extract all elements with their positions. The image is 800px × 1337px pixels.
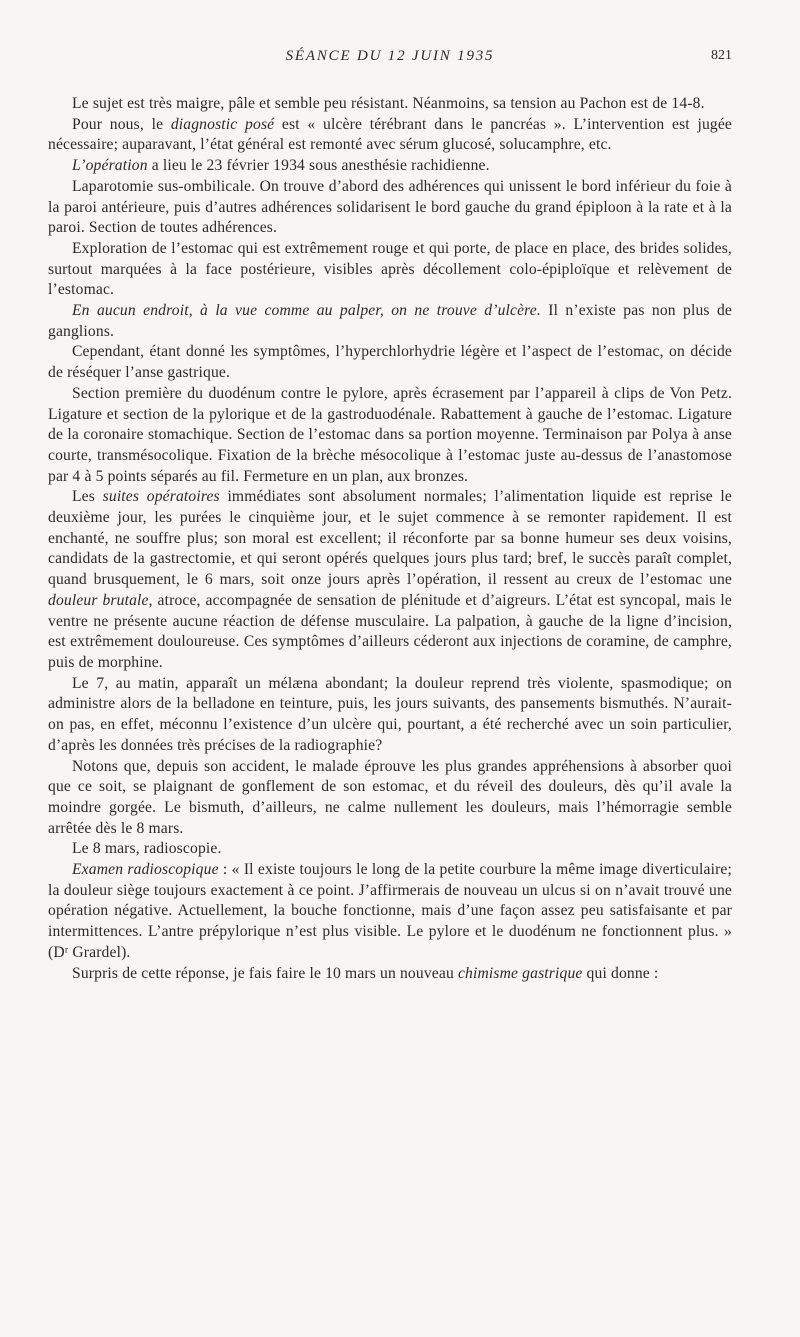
paragraph-13: Examen radioscopique : « Il existe toujours le long de la petite courbure la même image diverticulaire; la douleur siège toujours exactement à ce point. J’affirmerais de nouveau un ulcus si on n’avait trouvé une opération négative. Actuellement, la bouche fonctionne, mais d’une façon assez peu satisfaisante et par intermittences. L’antre prépylorique n’est plus visible. Le pylore et le duodénum ne fonctionnent plus. » (Dʳ Grardel). <box>48 861 732 961</box>
paragraph-7: Cependant, étant donné les symptômes, l’hyperchlorhydrie légère et l’aspect de l’estomac, on décide de réséquer l’anse gastrique. <box>48 343 732 382</box>
paragraph-8: Section première du duodénum contre le pylore, après écrasement par l’appareil à clips de Von Petz. Ligature et section de la pylorique et de la gastroduodénale. Rabattement à gauche de l’estomac. Ligature de la coronaire stomachique. Section de l’estomac dans sa portion moyenne. Terminaison par Polya à anse courte, transmésocolique. Fixation de la brèche mésocolique à l’estomac juste au-dessus de l’anastomose par 4 à 5 points séparés au fil. Fermeture en un plan, aux bronzes. <box>48 384 732 485</box>
paragraph-1: Le sujet est très maigre, pâle et semble peu résistant. Néanmoins, sa tension au Pachon est de 14-8. <box>72 95 705 112</box>
paragraph-6: En aucun endroit, à la vue comme au palper, on ne trouve d’ulcère. Il n’existe pas non plus de ganglions. <box>48 302 732 340</box>
header-title: SÉANCE DU 12 JUIN 1935 <box>285 48 495 64</box>
document-page <box>48 48 732 984</box>
paragraph-3: L’opération a lieu le 23 février 1934 sous anesthésie rachidienne. <box>72 157 490 175</box>
paragraph-14: Surpris de cette réponse, je fais faire le 10 mars un nouveau chimisme gastrique qui donne : <box>72 964 659 982</box>
paragraph-9: Les suites opératoires immédiates sont absolument normales; l’alimentation liquide est reprise le deuxième jour, les purées le cinquième jour, et le sujet commence à se remonter rapidement. Il est enchanté, ne souffre plus; son moral est excellent; il réconforte par sa bonne humeur ses deux voisins, candidats de la gastrectomie, et qui seront opérés quelques jours plus tard; bref, le succès paraît complet, quand brusquement, le 6 mars, soit onze jours après l’opération, il ressent au creux de l’estomac une douleur brutale, atroce, accompagnée de sensation de plénitude et d’aigreurs. L’état est syncopal, mais le ventre ne présente aucune réaction de défense musculaire. La palpation, à gauche de la ligne d’incision, est extrêmement douloureuse. Ces symptômes d’ailleurs céderont aux injections de coramine, de camphre, puis de morphine. <box>48 488 732 671</box>
paragraph-4: Laparotomie sus-ombilicale. On trouve d’abord des adhérences qui unissent le bord inférieur du foie à la paroi antérieure, puis d’autres adhérences solidarisent le bord gauche du grand épiploon à la rate et à la paroi. Section de toutes adhérences. <box>48 177 732 237</box>
paragraph-2: Pour nous, le diagnostic posé est « ulcère térébrant dans le pancréas ». L’intervention est jugée nécessaire; auparavant, l’état général est remonté avec sérum glucosé, solucamphre, etc. <box>48 115 733 154</box>
paragraph-12: Le 8 mars, radioscopie. <box>72 840 222 858</box>
paragraph-5: Exploration de l’estomac qui est extrêmement rouge et qui porte, de place en place, des brides solides, surtout marquées à la face postérieure, visibles après décollement colo-épiploïque et relèvement de l’estomac. <box>48 239 732 299</box>
running-header <box>48 48 732 74</box>
paragraph-10: Le 7, au matin, apparaît un mélæna abondant; la douleur reprend très violente, spasmodique; on administre alors de la belladone en teinture, puis, les jours suivants, des pansements bismuthés. N’aurait-on pas, en effet, méconnu l’existence d’un ulcère qui, pourtant, a été recherché avec un soin particulier, d’après les données très précises de la radiographie? <box>48 674 732 754</box>
body-text <box>48 94 732 984</box>
paragraph-11: Notons que, depuis son accident, le malade éprouve les plus grandes appréhensions à absorber quoi que ce soit, se plaignant de gonflement de son estomac, et du réveil des douleurs, dès qu’il avale la moindre gorgée. Le bismuth, d’ailleurs, ne calme nullement les douleurs, mais l’hémorragie semble arrêtée dès le 8 mars. <box>48 757 732 837</box>
page-number: 821 <box>711 48 732 63</box>
